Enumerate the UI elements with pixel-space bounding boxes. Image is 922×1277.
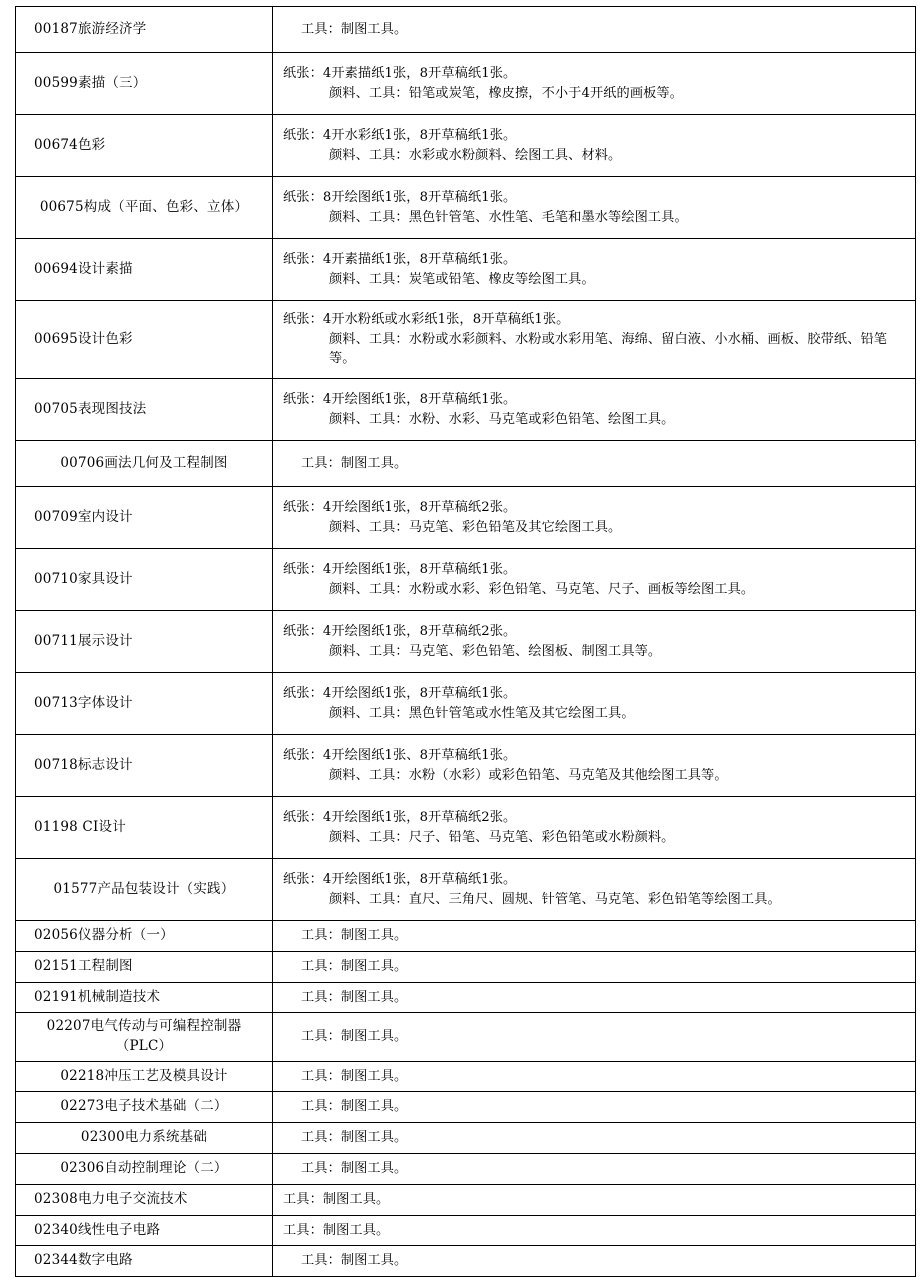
course-name-cell xyxy=(16,1246,273,1277)
requirements-text xyxy=(273,449,915,479)
requirement-line: 纸张：4开水彩纸1张，8开草稿纸1张。 xyxy=(283,127,517,143)
requirement-line: 工具：制图工具。 xyxy=(283,1191,390,1207)
requirements-text xyxy=(273,1062,915,1092)
requirements-text xyxy=(273,1185,915,1215)
course-name-cell xyxy=(16,379,273,441)
requirements-cell xyxy=(273,797,916,859)
course-name-text: 00187旅游经济学 xyxy=(34,20,147,37)
requirements-cell xyxy=(273,1215,916,1246)
requirements-cell xyxy=(273,239,916,301)
course-name-text: 02218冲压工艺及模具设计 xyxy=(60,1067,228,1084)
course-name-cell xyxy=(16,239,273,301)
requirements-text xyxy=(273,983,915,1013)
requirements-cell xyxy=(273,1184,916,1215)
requirements-cell xyxy=(273,982,916,1013)
requirement-line: 工具：制图工具。 xyxy=(301,1068,408,1084)
course-name-cell xyxy=(16,735,273,797)
table-row xyxy=(16,7,916,53)
course-name-cell xyxy=(16,859,273,921)
table-row xyxy=(16,301,916,379)
requirement-line: 颜料、工具：水彩或水粉颜料、绘图工具、材料。 xyxy=(329,147,622,163)
course-name-text: 02306自动控制理论（二） xyxy=(60,1160,228,1177)
requirement-line: 颜料、工具：黑色针管笔、水性笔、毛笔和墨水等绘图工具。 xyxy=(329,209,688,225)
requirement-line: 工具：制图工具。 xyxy=(301,989,408,1005)
requirement-line: 工具：制图工具。 xyxy=(301,455,408,471)
requirements-cell xyxy=(273,53,916,115)
course-name-text: 00710家具设计 xyxy=(34,570,133,587)
table-row xyxy=(16,921,916,952)
requirements-text xyxy=(273,15,915,45)
requirement-line: 颜料、工具：水粉、水彩、马克笔或彩色铅笔、绘图工具。 xyxy=(329,411,675,427)
course-name-cell xyxy=(16,549,273,611)
course-name-cell xyxy=(16,487,273,549)
requirement-line: 工具：制图工具。 xyxy=(301,1253,408,1269)
requirements-cell xyxy=(273,301,916,379)
table-row xyxy=(16,1013,916,1061)
requirements-text xyxy=(273,1216,915,1246)
course-name-text: 00694设计素描 xyxy=(34,260,133,277)
course-name-cell xyxy=(16,982,273,1013)
table-row xyxy=(16,1092,916,1123)
requirements-cell xyxy=(273,1123,916,1154)
requirements-cell xyxy=(273,673,916,735)
table-row xyxy=(16,1184,916,1215)
course-name-text: 01577产品包装设计（实践） xyxy=(53,880,235,897)
requirement-line: 工具：制图工具。 xyxy=(301,928,408,943)
requirement-line: 颜料、工具：黑色针管笔或水性笔及其它绘图工具。 xyxy=(329,705,635,721)
requirements-text xyxy=(273,865,915,915)
table-row xyxy=(16,1153,916,1184)
requirements-cell xyxy=(273,921,916,952)
requirements-cell xyxy=(273,1061,916,1092)
requirements-text xyxy=(273,1022,915,1052)
course-name-cell xyxy=(16,7,273,53)
requirements-text xyxy=(273,1123,915,1153)
requirements-text xyxy=(273,921,915,951)
requirements-text xyxy=(273,1092,915,1122)
course-name-text: 02308电力电子交流技术 xyxy=(34,1190,188,1207)
requirement-line: 颜料、工具：炭笔或铅笔、橡皮等绘图工具。 xyxy=(329,271,595,287)
requirements-cell xyxy=(273,379,916,441)
requirements-cell xyxy=(273,177,916,239)
course-name-text: 00713字体设计 xyxy=(34,694,133,711)
requirement-line: 颜料、工具：尺子、铅笔、马克笔、彩色铅笔或水粉颜料。 xyxy=(329,829,675,845)
requirement-line: 纸张：4开绘图纸1张，8开草稿纸1张。 xyxy=(283,871,517,887)
requirements-cell xyxy=(273,115,916,177)
requirement-line: 纸张：4开绘图纸1张，8开草稿纸2张。 xyxy=(283,809,517,825)
requirements-cell xyxy=(273,1246,916,1277)
requirement-line: 纸张：4开水粉纸或水彩纸1张，8开草稿纸1张。 xyxy=(283,311,570,327)
requirement-line: 颜料、工具：马克笔、彩色铅笔、绘图板、制图工具等。 xyxy=(329,643,662,659)
document-page xyxy=(0,6,922,1269)
course-name-cell xyxy=(16,53,273,115)
requirements-text xyxy=(273,741,915,791)
requirements-text xyxy=(273,59,915,109)
course-name-cell xyxy=(16,1061,273,1092)
requirement-line: 纸张：4开绘图纸1张，8开草稿纸2张。 xyxy=(283,623,517,639)
course-name-text: 02207电气传动与可编程控制器（PLC） xyxy=(46,1018,242,1054)
requirement-line: 工具：制图工具。 xyxy=(301,1160,408,1176)
table-row xyxy=(16,735,916,797)
requirements-text xyxy=(273,1246,915,1276)
requirements-cell xyxy=(273,951,916,982)
course-name-text: 00711展示设计 xyxy=(34,632,133,649)
requirements-cell xyxy=(273,1153,916,1184)
requirements-cell xyxy=(273,441,916,487)
requirement-line: 颜料、工具：铅笔或炭笔，橡皮擦，不小于4开纸的画板等。 xyxy=(329,85,683,101)
course-name-cell xyxy=(16,441,273,487)
requirements-cell xyxy=(273,487,916,549)
course-name-cell xyxy=(16,1013,273,1061)
requirements-text xyxy=(273,121,915,171)
course-name-cell xyxy=(16,673,273,735)
course-name-cell xyxy=(16,1184,273,1215)
table-row xyxy=(16,1246,916,1277)
requirements-cell xyxy=(273,611,916,673)
requirement-line: 纸张：4开绘图纸1张，8开草稿纸1张。 xyxy=(283,391,517,407)
table-row xyxy=(16,982,916,1013)
requirement-line: 颜料、工具：水粉或水彩、彩色铅笔、马克笔、尺子、画板等绘图工具。 xyxy=(329,581,755,597)
table-row xyxy=(16,487,916,549)
requirements-text xyxy=(273,385,915,435)
course-name-text: 02300电力系统基础 xyxy=(80,1129,208,1146)
requirement-line: 纸张：4开素描纸1张，8开草稿纸1张。 xyxy=(283,65,517,81)
requirements-cell xyxy=(273,735,916,797)
course-name-text: 02191机械制造技术 xyxy=(34,988,161,1005)
requirements-cell xyxy=(273,859,916,921)
requirements-text xyxy=(273,952,915,982)
table-row xyxy=(16,441,916,487)
table-row xyxy=(16,1123,916,1154)
course-name-text: 00705表现图技法 xyxy=(34,400,147,417)
course-name-text: 00706画法几何及工程制图 xyxy=(60,454,228,471)
course-name-text: 00718标志设计 xyxy=(34,756,133,773)
requirement-line: 纸张：4开素描纸1张，8开草稿纸1张。 xyxy=(283,251,517,267)
course-name-cell xyxy=(16,951,273,982)
table-row xyxy=(16,115,916,177)
requirements-text xyxy=(273,679,915,729)
requirement-line: 颜料、工具：水粉或水彩颜料、水粉或水彩用笔、海绵、留白液、小水桶、画板、胶带纸、铅笔等。 xyxy=(329,331,888,367)
requirements-text xyxy=(273,245,915,295)
requirement-line: 纸张：4开绘图纸1张，8开草稿纸1张。 xyxy=(283,561,517,577)
requirement-line: 工具：制图工具。 xyxy=(301,1099,408,1115)
course-name-text: 02056仪器分析（一） xyxy=(34,927,174,944)
requirements-text xyxy=(273,617,915,667)
requirements-text xyxy=(273,183,915,233)
course-name-cell xyxy=(16,177,273,239)
course-name-text: 00599素描（三） xyxy=(34,74,147,91)
course-name-cell xyxy=(16,1153,273,1184)
table-row xyxy=(16,859,916,921)
course-name-text: 02151工程制图 xyxy=(34,957,133,974)
course-name-text: 00695设计色彩 xyxy=(34,330,133,347)
table-row xyxy=(16,1215,916,1246)
requirements-cell xyxy=(273,549,916,611)
requirements-text xyxy=(273,1154,915,1184)
course-name-text: 01198 CI设计 xyxy=(34,818,126,835)
course-name-text: 00674色彩 xyxy=(34,136,106,153)
course-name-text: 02273电子技术基础（二） xyxy=(60,1098,228,1115)
course-material-table xyxy=(15,6,916,1277)
table-row xyxy=(16,1061,916,1092)
table-row xyxy=(16,177,916,239)
requirements-text xyxy=(273,555,915,605)
table-row xyxy=(16,951,916,982)
table-row xyxy=(16,239,916,301)
requirements-text xyxy=(273,803,915,853)
course-name-cell xyxy=(16,1215,273,1246)
requirement-line: 颜料、工具：直尺、三角尺、圆规、针管笔、马克笔、彩色铅笔等绘图工具。 xyxy=(329,891,781,907)
requirement-line: 颜料、工具：马克笔、彩色铅笔及其它绘图工具。 xyxy=(329,519,622,535)
course-name-cell xyxy=(16,1123,273,1154)
course-name-text: 00709室内设计 xyxy=(34,508,133,525)
requirements-text xyxy=(273,305,915,374)
requirement-line: 纸张：4开绘图纸1张，8开草稿纸2张。 xyxy=(283,499,517,515)
requirement-line: 工具：制图工具。 xyxy=(301,958,408,974)
course-name-text: 02344数字电路 xyxy=(34,1252,133,1269)
course-name-cell xyxy=(16,797,273,859)
course-name-cell xyxy=(16,1092,273,1123)
requirements-cell xyxy=(273,7,916,53)
table-row xyxy=(16,611,916,673)
table-row xyxy=(16,53,916,115)
table-row xyxy=(16,673,916,735)
table-row xyxy=(16,379,916,441)
requirement-line: 工具：制图工具。 xyxy=(301,1130,408,1146)
course-name-cell xyxy=(16,921,273,952)
table-row xyxy=(16,797,916,859)
requirement-line: 纸张：4开绘图纸1张，8开草稿纸1张。 xyxy=(283,685,517,701)
requirement-line: 纸张：8开绘图纸1张，8开草稿纸1张。 xyxy=(283,189,517,205)
table-row xyxy=(16,549,916,611)
course-name-text: 02340线性电子电路 xyxy=(34,1221,161,1238)
requirement-line: 工具：制图工具。 xyxy=(283,1222,390,1238)
requirements-text xyxy=(273,493,915,543)
course-name-cell xyxy=(16,301,273,379)
table-body xyxy=(16,7,916,1277)
requirement-line: 工具：制图工具。 xyxy=(301,1029,408,1045)
course-name-cell xyxy=(16,611,273,673)
course-name-text: 00675构成（平面、色彩、立体） xyxy=(39,198,249,215)
requirements-cell xyxy=(273,1013,916,1061)
requirement-line: 工具：制图工具。 xyxy=(301,21,408,37)
requirement-line: 颜料、工具：水粉（水彩）或彩色铅笔、马克笔及其他绘图工具等。 xyxy=(329,767,728,783)
course-name-cell xyxy=(16,115,273,177)
requirement-line: 纸张：4开绘图纸1张、8开草稿纸1张。 xyxy=(283,747,517,763)
requirements-cell xyxy=(273,1092,916,1123)
